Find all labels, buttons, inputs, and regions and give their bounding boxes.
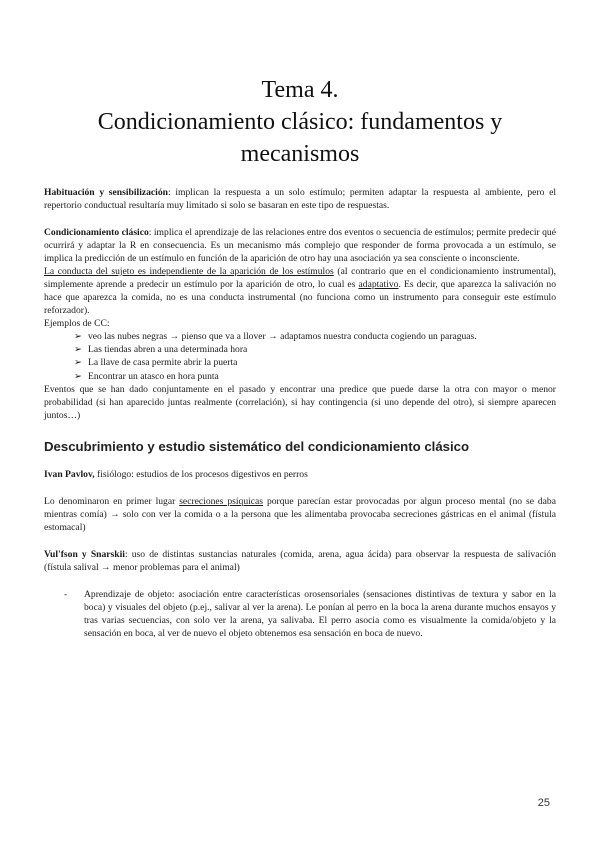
text-vulfson: : uso de distintas sustancias naturales (comida, arena, agua ácida) para observar la respuesta de salivación (fístula salival → menor problemas para el animal) bbox=[44, 548, 556, 573]
dash-list-item bbox=[44, 588, 556, 640]
arrow-bullet-icon: ➢ bbox=[74, 357, 83, 369]
example-text: Encontrar un atasco en hora punta bbox=[88, 370, 219, 382]
underlined-adaptive: adaptativo bbox=[358, 279, 399, 290]
paragraph-vulfson bbox=[44, 548, 556, 574]
document-page bbox=[44, 0, 556, 640]
paragraph-habituation bbox=[44, 186, 556, 212]
paragraph-pavlov bbox=[44, 468, 556, 481]
paragraph-independence bbox=[44, 265, 556, 317]
text-psychic-1: Lo denominaron en primer lugar bbox=[44, 495, 180, 507]
arrow-bullet-icon: ➢ bbox=[74, 331, 83, 342]
underlined-independence: La conducta del sujeto es independiente de la aparición de los estímulos bbox=[44, 266, 334, 277]
underlined-psychic-secretions: secreciones psíquicas bbox=[179, 495, 264, 507]
text-pavlov: fisiólogo: estudios de los procesos digestivos en perros bbox=[94, 468, 308, 480]
term-classical-conditioning: Condicionamiento clásico bbox=[44, 227, 149, 238]
term-habituation: Habituación y sensibilización bbox=[44, 187, 168, 198]
example-text: Las tiendas abren a una determinada hora bbox=[88, 344, 248, 356]
title-line-1: Tema 4. bbox=[261, 77, 339, 103]
list-item bbox=[74, 330, 556, 343]
text-classical-conditioning: : implica el aprendizaje de las relaciones entre dos eventos o secuencia de estímulos; permite predecir qué ocurrirá y adaptar la R en consecuencia. Es un mecanismo más complejo que responder de forma provocada a un estímulo, se implica la predicción de un estímulo en función de la aparición de otro hay una asociación ya sea consciente o inconsciente. bbox=[44, 227, 556, 264]
paragraph-classical-conditioning bbox=[44, 226, 556, 265]
examples-list bbox=[44, 330, 556, 383]
page-number: 25 bbox=[537, 797, 550, 809]
term-vulfson: Vul'fson y Snarskii bbox=[44, 548, 125, 560]
arrow-bullet-icon: ➢ bbox=[74, 344, 83, 356]
term-pavlov: Ivan Pavlov, bbox=[44, 468, 95, 480]
examples-label: Ejemplos de CC: bbox=[44, 318, 110, 329]
example-text: veo las nubes negras → pienso que va a llover → adaptamos nuestra conducta cogiendo un paraguas. bbox=[88, 331, 477, 342]
paragraph-psychic-secretions bbox=[44, 495, 556, 534]
dash-bullet-icon: - bbox=[64, 588, 68, 600]
text-independence-1: (al contrario que en el condicionamiento instrumental), simplemente aprende a predecir un estímulo por la aparición de otro, lo cual es bbox=[44, 266, 557, 290]
title-line-3: mecanismos bbox=[240, 141, 360, 167]
paragraph-object-learning: Aprendizaje de objeto: asociación entre características orosensoriales (sensaciones distintivas de textura y sabor en la boca) y visuales del objeto (p.ej., salivar al ver la arena). Le ponían al perro en la boca la arena durante muchos ensayos y tras varias secuencias, con solo ver la arena, ya salivaba. El perro asocia como es visualmente la comida/objeto y la sensación en boca, al ver de nuevo el objeto obtenemos esa sensación en boca de nuevo. bbox=[84, 588, 556, 639]
section-heading: Descubrimiento y estudio sistemático del condicionamiento clásico bbox=[44, 438, 470, 454]
text-psychic-2: porque parecían estar provocadas por algun proceso mental (no se daba mientras comía) → solo con ver la comida o a la persona que les alimentaba provocaba secreciones gástricas en el animal (fístula estomacal) bbox=[44, 495, 556, 533]
text-independence-2: . Es decir, que aparezca la salivación no hace que aparezca la comida, no es una conducta instrumental (no funciona como un instrumento para conseguir este estímulo reforzador). bbox=[44, 279, 556, 316]
arrow-bullet-icon: ➢ bbox=[74, 370, 83, 382]
title-line-2: Condicionamiento clásico: fundamentos y bbox=[97, 109, 503, 135]
text-habituation: : implican la respuesta a un solo estímulo; permiten adaptar la respuesta al ambiente, pero el repertorio conductual resultaría muy limitado si solo se basaran en este tipo de respuestas. bbox=[44, 187, 556, 211]
list-item bbox=[74, 370, 556, 383]
list-item bbox=[74, 356, 556, 369]
page-title bbox=[44, 74, 556, 170]
paragraph-events: Eventos que se han dado conjuntamente en el pasado y encontrar una predice que puede darse la otra con mayor o menor probabilidad (si han aparecido juntas realmente (correlación), si hay contingencia (si uno depende del otro), si siempre aparecen juntos…) bbox=[44, 383, 556, 421]
list-item bbox=[74, 343, 556, 356]
example-text: La llave de casa permite abrir la puerta bbox=[88, 357, 238, 369]
